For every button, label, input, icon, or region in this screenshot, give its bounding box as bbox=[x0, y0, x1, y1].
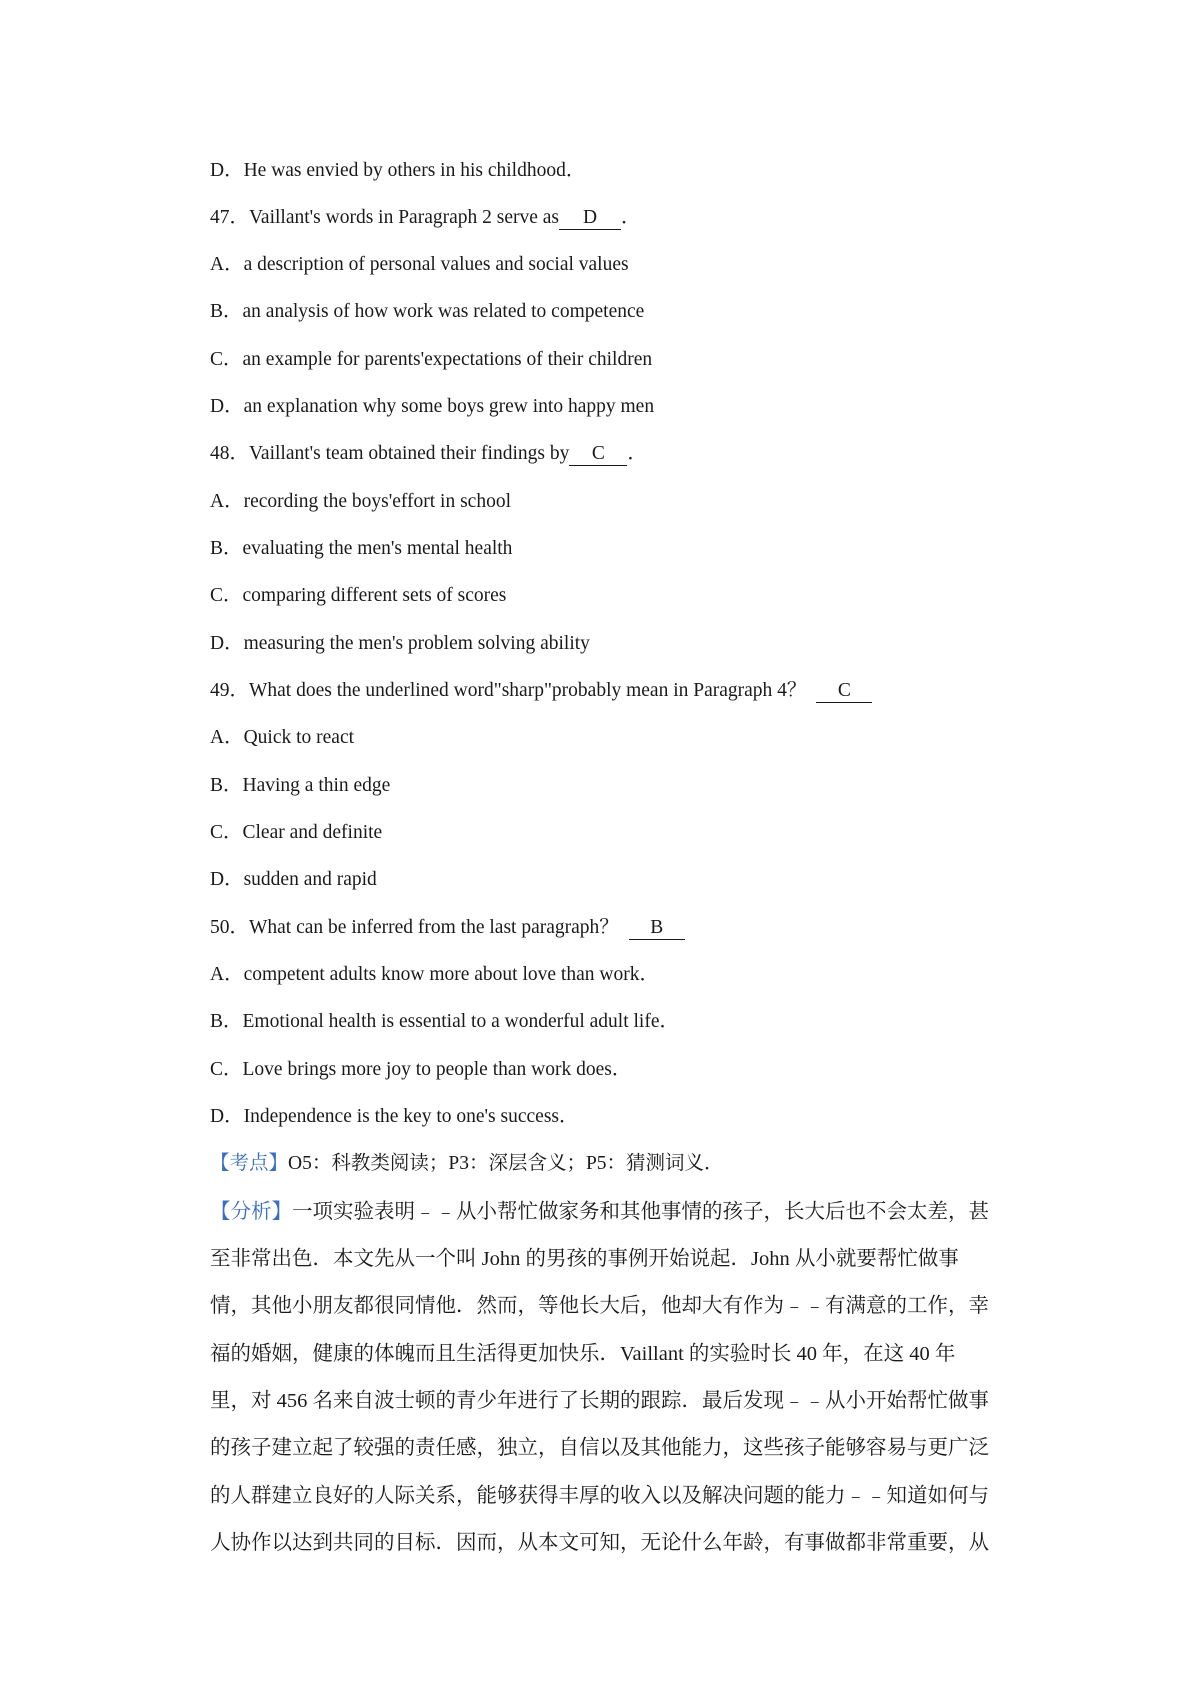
fenxi-line-4: 福的婚姻，健康的体魄而且生活得更加快乐．Vaillant 的实验时长 40 年，在这 40 年 bbox=[210, 1343, 956, 1365]
q50-option-a: A．competent adults know more about love than work． bbox=[210, 964, 659, 985]
q49-option-d: D．sudden and rapid bbox=[210, 869, 377, 890]
q50-answer-blank: B bbox=[629, 917, 685, 940]
q47-stem-end: ． bbox=[621, 207, 641, 228]
fenxi-line-8: 人协作以达到共同的目标．因而，从本文可知，无论什么年龄，有事做都非常重要，从 bbox=[210, 1532, 989, 1554]
q47-option-d: D．an explanation why some boys grew into happy men bbox=[210, 396, 655, 417]
q49-answer-blank: C bbox=[816, 680, 872, 703]
q50-option-d: D．Independence is the key to one's success． bbox=[210, 1106, 579, 1127]
fenxi-tag: 【分析】 bbox=[210, 1201, 292, 1223]
q47-stem bbox=[210, 204, 641, 232]
q47-stem-text: 47．Vaillant's words in Paragraph 2 serve as bbox=[210, 207, 560, 228]
q49-option-a: A．Quick to react bbox=[210, 727, 355, 748]
q47-answer-blank: D bbox=[559, 207, 621, 230]
q49-option-c: C．Clear and definite bbox=[210, 822, 383, 843]
q48-stem-end: ． bbox=[627, 443, 647, 464]
q50-stem bbox=[210, 914, 685, 942]
fenxi-line-1 bbox=[210, 1198, 1020, 1226]
kaodian-tag: 【考点】 bbox=[210, 1153, 289, 1174]
q49-stem bbox=[210, 677, 872, 705]
fenxi-text-1: 一项实验表明﹣﹣从小帮忙做家务和其他事情的孩子，长大后也不会太差，甚 bbox=[292, 1201, 989, 1223]
q48-stem bbox=[210, 440, 647, 468]
q47-option-b: B．an analysis of how work was related to competence bbox=[210, 301, 645, 322]
q48-option-c: C．comparing different sets of scores bbox=[210, 585, 507, 606]
q49-option-b: B．Having a thin edge bbox=[210, 775, 391, 796]
q47-option-a: A．a description of personal values and social values bbox=[210, 254, 629, 275]
fenxi-line-6: 的孩子建立起了较强的责任感，独立，自信以及其他能力，这些孩子能够容易与更广泛 bbox=[210, 1437, 989, 1459]
q49-stem-text: 49．What does the underlined word"sharp"probably mean in Paragraph 4？ bbox=[210, 680, 807, 701]
q47-option-c: C．an example for parents'expectations of their children bbox=[210, 349, 653, 370]
q48-option-d: D．measuring the men's problem solving ability bbox=[210, 633, 590, 654]
q46-option-d: D．He was envied by others in his childhood． bbox=[210, 160, 586, 181]
q48-stem-text: 48．Vaillant's team obtained their findings by bbox=[210, 443, 570, 464]
q50-option-b: B．Emotional health is essential to a wonderful adult life． bbox=[210, 1011, 679, 1032]
q48-option-a: A．recording the boys'effort in school bbox=[210, 491, 512, 512]
q50-stem-text: 50．What can be inferred from the last paragraph？ bbox=[210, 917, 619, 938]
q48-option-b: B．evaluating the men's mental health bbox=[210, 538, 513, 559]
kaodian-line bbox=[210, 1150, 724, 1178]
kaodian-text: O5：科教类阅读；P3：深层含义；P5：猜测词义． bbox=[288, 1153, 724, 1174]
q48-answer-blank: C bbox=[569, 443, 627, 466]
fenxi-line-5: 里，对 456 名来自波士顿的青少年进行了长期的跟踪．最后发现﹣﹣从小开始帮忙做事 bbox=[210, 1390, 989, 1412]
fenxi-line-3: 情，其他小朋友都很同情他．然而，等他长大后，他却大有作为﹣﹣有满意的工作，幸 bbox=[210, 1295, 989, 1317]
fenxi-line-2: 至非常出色．本文先从一个叫 John 的男孩的事例开始说起．John 从小就要帮忙做事 bbox=[210, 1248, 959, 1270]
q50-option-c: C．Love brings more joy to people than work does． bbox=[210, 1059, 632, 1080]
fenxi-line-7: 的人群建立良好的人际关系，能够获得丰厚的收入以及解决问题的能力﹣﹣知道如何与 bbox=[210, 1485, 989, 1507]
